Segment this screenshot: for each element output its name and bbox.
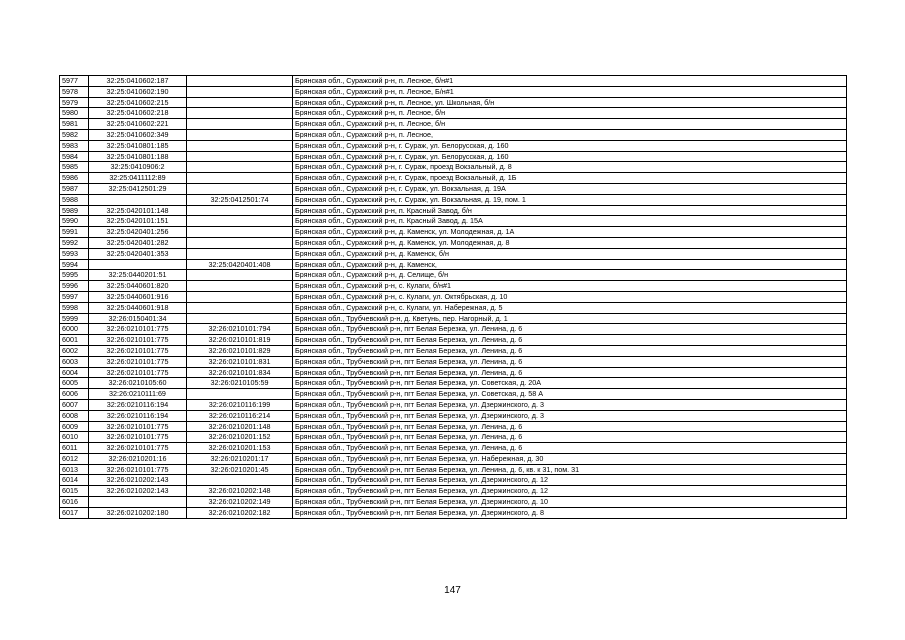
row-number-cell: 5991 [60, 227, 89, 238]
table-row [60, 151, 847, 162]
cadastral-number-cell: 32:25:0410602:190 [89, 86, 187, 97]
address-cell: Брянская обл., Суражский р-н, д. Каменск, [293, 259, 847, 270]
address-cell: Брянская обл., Трубчевский р-н, пгт Белая Березка, ул. Ленина, д. 6 [293, 324, 847, 335]
linked-cadastral-number-cell [187, 302, 293, 313]
cadastral-number-cell: 32:26:0210101:775 [89, 367, 187, 378]
address-cell: Брянская обл., Суражский р-н, п. Лесное, ул. Школьная, б/н [293, 97, 847, 108]
linked-cadastral-number-cell: 32:26:0210202:149 [187, 497, 293, 508]
row-number-cell: 6000 [60, 324, 89, 335]
row-number-cell: 6001 [60, 335, 89, 346]
cadastral-number-cell: 32:25:0420101:148 [89, 205, 187, 216]
table-row [60, 497, 847, 508]
address-cell: Брянская обл., Суражский р-н, с. Кулаги, ул. Октябрьская, д. 10 [293, 291, 847, 302]
linked-cadastral-number-cell: 32:26:0210105:59 [187, 378, 293, 389]
row-number-cell: 6011 [60, 443, 89, 454]
cadastral-number-cell: 32:26:0210101:775 [89, 421, 187, 432]
linked-cadastral-number-cell [187, 270, 293, 281]
cadastral-number-cell: 32:25:0410602:221 [89, 119, 187, 130]
address-cell: Брянская обл., Суражский р-н, г. Сураж, ул. Белорусская, д. 160 [293, 151, 847, 162]
address-cell: Брянская обл., Суражский р-н, с. Кулаги, б/н#1 [293, 281, 847, 292]
cadastral-number-cell: 32:25:0410602:215 [89, 97, 187, 108]
table-row [60, 216, 847, 227]
linked-cadastral-number-cell [187, 291, 293, 302]
row-number-cell: 6017 [60, 507, 89, 518]
table-row [60, 291, 847, 302]
row-number-cell: 5989 [60, 205, 89, 216]
row-number-cell: 5997 [60, 291, 89, 302]
address-cell: Брянская обл., Суражский р-н, д. Каменск, ул. Молодежная, д. 8 [293, 237, 847, 248]
linked-cadastral-number-cell [187, 248, 293, 259]
row-number-cell: 6008 [60, 410, 89, 421]
row-number-cell: 5992 [60, 237, 89, 248]
row-number-cell: 5978 [60, 86, 89, 97]
table-row [60, 475, 847, 486]
row-number-cell: 5999 [60, 313, 89, 324]
row-number-cell: 5994 [60, 259, 89, 270]
cadastral-number-cell: 32:25:0410602:187 [89, 76, 187, 87]
cadastral-number-cell: 32:26:0210101:775 [89, 324, 187, 335]
cadastral-number-cell: 32:26:0210101:775 [89, 432, 187, 443]
address-cell: Брянская обл., Трубчевский р-н, пгт Белая Березка, ул. Ленина, д. 6 [293, 356, 847, 367]
row-number-cell: 6014 [60, 475, 89, 486]
cadastral-number-cell: 32:25:0410602:349 [89, 129, 187, 140]
table-row [60, 140, 847, 151]
table-row [60, 324, 847, 335]
linked-cadastral-number-cell: 32:26:0210101:831 [187, 356, 293, 367]
address-cell: Брянская обл., Суражский р-н, д. Каменск, б/н [293, 248, 847, 259]
table-row [60, 432, 847, 443]
address-cell: Брянская обл., Трубчевский р-н, пгт Белая Березка, ул. Ленина, д. 6 [293, 335, 847, 346]
cadastral-number-cell: 32:26:0210101:775 [89, 345, 187, 356]
row-number-cell: 6003 [60, 356, 89, 367]
linked-cadastral-number-cell [187, 183, 293, 194]
linked-cadastral-number-cell: 32:26:0210201:153 [187, 443, 293, 454]
linked-cadastral-number-cell [187, 119, 293, 130]
cadastral-number-cell: 32:26:0210116:194 [89, 399, 187, 410]
table-row [60, 129, 847, 140]
table-row [60, 378, 847, 389]
row-number-cell: 5977 [60, 76, 89, 87]
address-cell: Брянская обл., Суражский р-н, п. Лесное, б/н#1 [293, 76, 847, 87]
linked-cadastral-number-cell [187, 475, 293, 486]
table-row [60, 205, 847, 216]
property-table [59, 75, 847, 519]
row-number-cell: 5993 [60, 248, 89, 259]
table-row [60, 302, 847, 313]
address-cell: Брянская обл., Суражский р-н, д. Селище, б/н [293, 270, 847, 281]
table-row [60, 119, 847, 130]
linked-cadastral-number-cell [187, 237, 293, 248]
linked-cadastral-number-cell: 32:26:0210202:148 [187, 486, 293, 497]
linked-cadastral-number-cell [187, 162, 293, 173]
address-cell: Брянская обл., Трубчевский р-н, д. Кветунь, пер. Нагорный, д. 1 [293, 313, 847, 324]
linked-cadastral-number-cell [187, 129, 293, 140]
linked-cadastral-number-cell: 32:26:0210201:17 [187, 453, 293, 464]
table-row [60, 270, 847, 281]
page-number: 147 [444, 585, 461, 596]
cadastral-number-cell: 32:26:0210202:143 [89, 475, 187, 486]
linked-cadastral-number-cell: 32:25:0412501:74 [187, 194, 293, 205]
address-cell: Брянская обл., Трубчевский р-н, пгт Белая Березка, ул. Дзержинского, д. 8 [293, 507, 847, 518]
linked-cadastral-number-cell [187, 86, 293, 97]
cadastral-number-cell: 32:26:0150401:34 [89, 313, 187, 324]
address-cell: Брянская обл., Трубчевский р-н, пгт Белая Березка, ул. Советская, д. 58 А [293, 389, 847, 400]
address-cell: Брянская обл., Суражский р-н, п. Красный Завод, д. 15А [293, 216, 847, 227]
linked-cadastral-number-cell: 32:26:0210201:152 [187, 432, 293, 443]
linked-cadastral-number-cell: 32:26:0210101:829 [187, 345, 293, 356]
row-number-cell: 5983 [60, 140, 89, 151]
address-cell: Брянская обл., Трубчевский р-н, пгт Белая Березка, ул. Дзержинского, д. 3 [293, 410, 847, 421]
row-number-cell: 5987 [60, 183, 89, 194]
linked-cadastral-number-cell [187, 97, 293, 108]
linked-cadastral-number-cell [187, 389, 293, 400]
cadastral-number-cell: 32:26:0210116:194 [89, 410, 187, 421]
row-number-cell: 5979 [60, 97, 89, 108]
linked-cadastral-number-cell [187, 140, 293, 151]
table-body [60, 76, 847, 519]
linked-cadastral-number-cell: 32:26:0210101:819 [187, 335, 293, 346]
address-cell: Брянская обл., Суражский р-н, г. Сураж, проезд Вокзальный, д. 1Б [293, 173, 847, 184]
table-row [60, 173, 847, 184]
address-cell: Брянская обл., Трубчевский р-н, пгт Белая Березка, ул. Ленина, д. 6, кв. к 31, пом. 31 [293, 464, 847, 475]
cadastral-number-cell: 32:26:0210101:775 [89, 335, 187, 346]
cadastral-number-cell [89, 194, 187, 205]
table-row [60, 108, 847, 119]
table-row [60, 389, 847, 400]
table-row [60, 453, 847, 464]
table-row [60, 237, 847, 248]
row-number-cell: 6013 [60, 464, 89, 475]
address-cell: Брянская обл., Трубчевский р-н, пгт Белая Березка, ул. Ленина, д. 6 [293, 345, 847, 356]
address-cell: Брянская обл., Суражский р-н, г. Сураж, ул. Вокзальная, д. 19, пом. 1 [293, 194, 847, 205]
cadastral-number-cell: 32:25:0420101:151 [89, 216, 187, 227]
table-row [60, 248, 847, 259]
row-number-cell: 5996 [60, 281, 89, 292]
row-number-cell: 6010 [60, 432, 89, 443]
address-cell: Брянская обл., Суражский р-н, г. Сураж, ул. Вокзальная, д. 19А [293, 183, 847, 194]
row-number-cell: 6016 [60, 497, 89, 508]
linked-cadastral-number-cell [187, 76, 293, 87]
row-number-cell: 5980 [60, 108, 89, 119]
linked-cadastral-number-cell: 32:26:0210101:834 [187, 367, 293, 378]
address-cell: Брянская обл., Трубчевский р-н, пгт Белая Березка, ул. Набережная, д. 30 [293, 453, 847, 464]
cadastral-number-cell: 32:25:0440601:918 [89, 302, 187, 313]
table-row [60, 183, 847, 194]
table-row [60, 86, 847, 97]
linked-cadastral-number-cell [187, 227, 293, 238]
linked-cadastral-number-cell [187, 173, 293, 184]
row-number-cell: 5984 [60, 151, 89, 162]
cadastral-number-cell: 32:25:0440601:916 [89, 291, 187, 302]
linked-cadastral-number-cell: 32:26:0210101:794 [187, 324, 293, 335]
row-number-cell: 5990 [60, 216, 89, 227]
cadastral-number-cell: 32:26:0210101:775 [89, 356, 187, 367]
table-row [60, 399, 847, 410]
cadastral-number-cell [89, 259, 187, 270]
row-number-cell: 5981 [60, 119, 89, 130]
address-cell: Брянская обл., Трубчевский р-н, пгт Белая Березка, ул. Ленина, д. 6 [293, 443, 847, 454]
row-number-cell: 5995 [60, 270, 89, 281]
cadastral-number-cell: 32:26:0210201:16 [89, 453, 187, 464]
cadastral-number-cell: 32:25:0410801:185 [89, 140, 187, 151]
table-row [60, 507, 847, 518]
linked-cadastral-number-cell [187, 313, 293, 324]
cadastral-number-cell: 32:25:0420401:282 [89, 237, 187, 248]
address-cell: Брянская обл., Трубчевский р-н, пгт Белая Березка, ул. Дзержинского, д. 10 [293, 497, 847, 508]
linked-cadastral-number-cell: 32:26:0210201:45 [187, 464, 293, 475]
table-row [60, 443, 847, 454]
cadastral-number-cell: 32:25:0420401:256 [89, 227, 187, 238]
cadastral-number-cell: 32:25:0412501:29 [89, 183, 187, 194]
row-number-cell: 5985 [60, 162, 89, 173]
cadastral-number-cell: 32:26:0210202:143 [89, 486, 187, 497]
address-cell: Брянская обл., Суражский р-н, с. Кулаги, ул. Набережная, д. 5 [293, 302, 847, 313]
table-row [60, 97, 847, 108]
table-row [60, 194, 847, 205]
address-cell: Брянская обл., Суражский р-н, д. Каменск, ул. Молодежная, д. 1А [293, 227, 847, 238]
address-cell: Брянская обл., Суражский р-н, п. Лесное, б/н [293, 119, 847, 130]
linked-cadastral-number-cell: 32:25:0420401:408 [187, 259, 293, 270]
linked-cadastral-number-cell: 32:26:0210201:148 [187, 421, 293, 432]
table-row [60, 76, 847, 87]
address-cell: Брянская обл., Трубчевский р-н, пгт Белая Березка, ул. Ленина, д. 6 [293, 432, 847, 443]
cadastral-number-cell: 32:25:0420401:353 [89, 248, 187, 259]
cadastral-number-cell: 32:25:0410602:218 [89, 108, 187, 119]
address-cell: Брянская обл., Суражский р-н, г. Сураж, ул. Белорусская, д. 160 [293, 140, 847, 151]
table-row [60, 486, 847, 497]
table-row [60, 421, 847, 432]
address-cell: Брянская обл., Суражский р-н, п. Лесное, [293, 129, 847, 140]
row-number-cell: 5982 [60, 129, 89, 140]
table-row [60, 345, 847, 356]
row-number-cell: 6005 [60, 378, 89, 389]
row-number-cell: 6006 [60, 389, 89, 400]
row-number-cell: 6015 [60, 486, 89, 497]
row-number-cell: 5998 [60, 302, 89, 313]
linked-cadastral-number-cell [187, 108, 293, 119]
table-row [60, 356, 847, 367]
linked-cadastral-number-cell [187, 151, 293, 162]
cadastral-number-cell: 32:26:0210111:69 [89, 389, 187, 400]
linked-cadastral-number-cell [187, 216, 293, 227]
address-cell: Брянская обл., Суражский р-н, п. Лесное, б/н [293, 108, 847, 119]
table-row [60, 259, 847, 270]
row-number-cell: 6007 [60, 399, 89, 410]
address-cell: Брянская обл., Трубчевский р-н, пгт Белая Березка, ул. Ленина, д. 6 [293, 421, 847, 432]
row-number-cell: 6012 [60, 453, 89, 464]
table-row [60, 410, 847, 421]
table-row [60, 367, 847, 378]
row-number-cell: 6009 [60, 421, 89, 432]
address-cell: Брянская обл., Суражский р-н, п. Лесное, Б/н#1 [293, 86, 847, 97]
cadastral-number-cell: 32:25:0440601:820 [89, 281, 187, 292]
address-cell: Брянская обл., Суражский р-н, п. Красный Завод, б/н [293, 205, 847, 216]
cadastral-number-cell: 32:26:0210105:60 [89, 378, 187, 389]
row-number-cell: 5988 [60, 194, 89, 205]
linked-cadastral-number-cell: 32:26:0210116:199 [187, 399, 293, 410]
table-row [60, 227, 847, 238]
linked-cadastral-number-cell [187, 205, 293, 216]
linked-cadastral-number-cell [187, 281, 293, 292]
table-row [60, 162, 847, 173]
address-cell: Брянская обл., Трубчевский р-н, пгт Белая Березка, ул. Дзержинского, д. 12 [293, 486, 847, 497]
cadastral-number-cell: 32:26:0210101:775 [89, 443, 187, 454]
row-number-cell: 5986 [60, 173, 89, 184]
cadastral-number-cell: 32:26:0210202:180 [89, 507, 187, 518]
cadastral-number-cell: 32:25:0410906:2 [89, 162, 187, 173]
table-row [60, 313, 847, 324]
linked-cadastral-number-cell: 32:26:0210202:182 [187, 507, 293, 518]
address-cell: Брянская обл., Трубчевский р-н, пгт Белая Березка, ул. Ленина, д. 6 [293, 367, 847, 378]
address-cell: Брянская обл., Трубчевский р-н, пгт Белая Березка, ул. Дзержинского, д. 3 [293, 399, 847, 410]
address-cell: Брянская обл., Суражский р-н, г. Сураж, проезд Вокзальный, д. 8 [293, 162, 847, 173]
cadastral-number-cell: 32:25:0440201:51 [89, 270, 187, 281]
cadastral-number-cell: 32:25:0410801:188 [89, 151, 187, 162]
row-number-cell: 6002 [60, 345, 89, 356]
row-number-cell: 6004 [60, 367, 89, 378]
cadastral-number-cell: 32:25:0411112:89 [89, 173, 187, 184]
address-cell: Брянская обл., Трубчевский р-н, пгт Белая Березка, ул. Дзержинского, д. 12 [293, 475, 847, 486]
cadastral-number-cell [89, 497, 187, 508]
linked-cadastral-number-cell: 32:26:0210116:214 [187, 410, 293, 421]
address-cell: Брянская обл., Трубчевский р-н, пгт Белая Березка, ул. Советская, д. 20А [293, 378, 847, 389]
cadastral-number-cell: 32:26:0210101:775 [89, 464, 187, 475]
table-row [60, 464, 847, 475]
table-row [60, 335, 847, 346]
table-row [60, 281, 847, 292]
